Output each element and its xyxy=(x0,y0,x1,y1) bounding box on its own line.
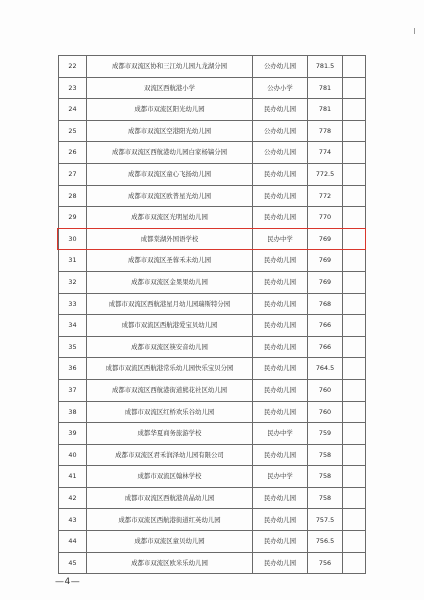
school-type-cell: 民办幼儿园 xyxy=(253,163,308,185)
school-name-cell: 成都市双流区光明星幼儿园 xyxy=(87,207,253,229)
row-number-cell: 39 xyxy=(59,423,87,445)
table-row xyxy=(59,423,366,445)
table-row xyxy=(59,444,366,466)
school-type-cell: 民办幼儿园 xyxy=(253,315,308,337)
corner-crop-mark xyxy=(414,28,419,34)
score-cell: 769 xyxy=(308,271,343,293)
table-row xyxy=(59,142,366,164)
blank-cell xyxy=(343,293,366,315)
school-name-cell: 成都市双流区童贝幼儿园 xyxy=(87,531,253,553)
blank-cell xyxy=(343,315,366,337)
score-cell: 772.5 xyxy=(308,163,343,185)
school-name-cell: 成都市双流区西航港黄晶幼儿园 xyxy=(87,487,253,509)
school-type-cell: 民办幼儿园 xyxy=(253,293,308,315)
row-number-cell: 32 xyxy=(59,271,87,293)
school-name-cell: 成都华夏商务旅游学校 xyxy=(87,423,253,445)
score-cell: 778 xyxy=(308,120,343,142)
row-number-cell: 33 xyxy=(59,293,87,315)
blank-cell xyxy=(343,358,366,380)
row-number-cell: 30 xyxy=(59,228,87,250)
school-name-cell: 成都市双流区协和三江幼儿园九龙湖分园 xyxy=(87,56,253,78)
row-number-cell: 31 xyxy=(59,250,87,272)
school-type-cell: 民办中学 xyxy=(253,228,308,250)
row-number-cell: 36 xyxy=(59,358,87,380)
score-cell: 757.5 xyxy=(308,509,343,531)
row-number-cell: 43 xyxy=(59,509,87,531)
table-row xyxy=(59,120,366,142)
blank-cell xyxy=(343,444,366,466)
school-name-cell: 成都市双流区筷安音幼儿园 xyxy=(87,336,253,358)
school-type-cell: 民办幼儿园 xyxy=(253,99,308,121)
row-number-cell: 44 xyxy=(59,531,87,553)
school-type-cell: 民办幼儿园 xyxy=(253,207,308,229)
row-number-cell: 23 xyxy=(59,77,87,99)
school-type-cell: 公办幼儿园 xyxy=(253,56,308,78)
table-row xyxy=(59,185,366,207)
table-row xyxy=(59,315,366,337)
table-row xyxy=(59,77,366,99)
school-type-cell: 民办幼儿园 xyxy=(253,509,308,531)
blank-cell xyxy=(343,487,366,509)
row-number-cell: 25 xyxy=(59,120,87,142)
school-name-cell: 成都市双流区翰林学校 xyxy=(87,466,253,488)
school-type-cell: 公办小学 xyxy=(253,77,308,99)
school-name-cell: 成都市双流区西航港街道红英幼儿园 xyxy=(87,509,253,531)
score-cell: 774 xyxy=(308,142,343,164)
score-cell: 781 xyxy=(308,99,343,121)
row-number-cell: 45 xyxy=(59,552,87,574)
table-row xyxy=(59,358,366,380)
school-type-cell: 民办幼儿园 xyxy=(253,401,308,423)
school-name-cell: 成都市双流区童心飞扬幼儿园 xyxy=(87,163,253,185)
score-cell: 769 xyxy=(308,228,343,250)
blank-cell xyxy=(343,99,366,121)
school-type-cell: 民办幼儿园 xyxy=(253,358,308,380)
table-row xyxy=(59,99,366,121)
score-cell: 768 xyxy=(308,293,343,315)
blank-cell xyxy=(343,163,366,185)
school-name-cell: 成都市双流区西航港街道熊花社区幼儿园 xyxy=(87,379,253,401)
row-number-cell: 34 xyxy=(59,315,87,337)
table-row xyxy=(59,56,366,78)
score-cell: 764.5 xyxy=(308,358,343,380)
table-row xyxy=(59,271,366,293)
school-type-cell: 民办幼儿园 xyxy=(253,379,308,401)
score-cell: 760 xyxy=(308,401,343,423)
table-row xyxy=(59,466,366,488)
school-type-cell: 民办幼儿园 xyxy=(253,444,308,466)
blank-cell xyxy=(343,336,366,358)
table-row xyxy=(59,228,366,250)
row-number-cell: 40 xyxy=(59,444,87,466)
score-cell: 766 xyxy=(308,315,343,337)
score-cell: 766 xyxy=(308,336,343,358)
school-name-cell: 成都市双流区空港阳光幼儿园 xyxy=(87,120,253,142)
school-name-cell: 成都市双流区西航港爱宝贝幼儿园 xyxy=(87,315,253,337)
school-name-cell: 成都市双流区圣蓉禾未幼儿园 xyxy=(87,250,253,272)
row-number-cell: 35 xyxy=(59,336,87,358)
school-type-cell: 民办中学 xyxy=(253,466,308,488)
school-type-cell: 民办幼儿园 xyxy=(253,552,308,574)
school-type-cell: 民办幼儿园 xyxy=(253,531,308,553)
blank-cell xyxy=(343,77,366,99)
school-name-cell: 双流区西航港小学 xyxy=(87,77,253,99)
score-cell: 759 xyxy=(308,423,343,445)
score-cell: 781 xyxy=(308,77,343,99)
score-cell: 772 xyxy=(308,185,343,207)
table-row xyxy=(59,531,366,553)
blank-cell xyxy=(343,56,366,78)
school-name-cell: 成都市双流区阳光幼儿园 xyxy=(87,99,253,121)
row-number-cell: 29 xyxy=(59,207,87,229)
school-name-cell: 成都市双流区西航港常乐幼儿园快乐宝贝分园 xyxy=(87,358,253,380)
school-type-cell: 民办幼儿园 xyxy=(253,487,308,509)
blank-cell xyxy=(343,228,366,250)
blank-cell xyxy=(343,552,366,574)
table-row xyxy=(59,552,366,574)
score-cell: 760 xyxy=(308,379,343,401)
blank-cell xyxy=(343,379,366,401)
ranking-table-body xyxy=(59,56,366,574)
blank-cell xyxy=(343,271,366,293)
table-row xyxy=(59,509,366,531)
school-type-cell: 民办幼儿园 xyxy=(253,271,308,293)
row-number-cell: 28 xyxy=(59,185,87,207)
score-cell: 769 xyxy=(308,250,343,272)
school-type-cell: 民办幼儿园 xyxy=(253,185,308,207)
school-name-cell: 成都市双流区金果果幼儿园 xyxy=(87,271,253,293)
school-name-cell: 成都市双流区欧米乐幼儿园 xyxy=(87,552,253,574)
school-name-cell: 成都市双流区欧普星光幼儿园 xyxy=(87,185,253,207)
school-name-cell: 成都市双流区西航港幼儿园白家杨镐分园 xyxy=(87,142,253,164)
row-number-cell: 24 xyxy=(59,99,87,121)
row-number-cell: 42 xyxy=(59,487,87,509)
blank-cell xyxy=(343,142,366,164)
row-number-cell: 26 xyxy=(59,142,87,164)
school-name-cell: 成都市双流区西航港星月幼儿园瑞斯特分园 xyxy=(87,293,253,315)
blank-cell xyxy=(343,509,366,531)
table-row xyxy=(59,207,366,229)
school-type-cell: 公办幼儿园 xyxy=(253,142,308,164)
table-row xyxy=(59,163,366,185)
blank-cell xyxy=(343,423,366,445)
table-row xyxy=(59,401,366,423)
row-number-cell: 38 xyxy=(59,401,87,423)
blank-cell xyxy=(343,250,366,272)
score-cell: 758 xyxy=(308,444,343,466)
school-type-cell: 民办幼儿园 xyxy=(253,336,308,358)
table-row xyxy=(59,250,366,272)
score-cell: 756 xyxy=(308,552,343,574)
score-cell: 756.5 xyxy=(308,531,343,553)
ranking-table xyxy=(58,55,366,574)
row-number-cell: 27 xyxy=(59,163,87,185)
row-number-cell: 41 xyxy=(59,466,87,488)
blank-cell xyxy=(343,120,366,142)
table-row xyxy=(59,487,366,509)
row-number-cell: 22 xyxy=(59,56,87,78)
school-name-cell: 成都市双流区红桥欢乐谷幼儿园 xyxy=(87,401,253,423)
table-row xyxy=(59,379,366,401)
score-cell: 758 xyxy=(308,466,343,488)
page-number: —4— xyxy=(55,577,81,587)
row-number-cell: 37 xyxy=(59,379,87,401)
school-type-cell: 公办幼儿园 xyxy=(253,120,308,142)
score-cell: 781.5 xyxy=(308,56,343,78)
blank-cell xyxy=(343,466,366,488)
blank-cell xyxy=(343,401,366,423)
blank-cell xyxy=(343,531,366,553)
blank-cell xyxy=(343,185,366,207)
score-cell: 770 xyxy=(308,207,343,229)
table-row xyxy=(59,336,366,358)
school-type-cell: 民办中学 xyxy=(253,423,308,445)
table-row xyxy=(59,293,366,315)
blank-cell xyxy=(343,207,366,229)
school-name-cell: 成都市双流区君禾润泽幼儿园有限公司 xyxy=(87,444,253,466)
school-name-cell: 成都棠湖外国语学校 xyxy=(87,228,253,250)
score-cell: 758 xyxy=(308,487,343,509)
school-type-cell: 民办幼儿园 xyxy=(253,250,308,272)
